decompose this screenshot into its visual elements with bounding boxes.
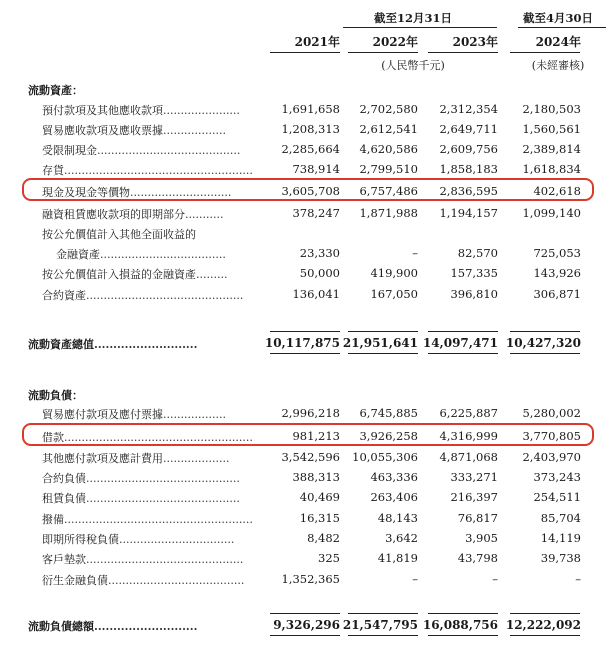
asset-total-value-2024: 10,427,320 <box>505 336 581 350</box>
asset-value-2023: 1,194,157 <box>439 206 498 220</box>
asset-total-label <box>28 336 256 352</box>
year-2024-underline <box>510 52 580 53</box>
total-rule-bottom-2022 <box>348 353 418 354</box>
leader-dots: ......................................... <box>97 144 241 157</box>
asset-row-label <box>42 162 270 178</box>
asset-value-2023: 2,836,595 <box>439 184 498 198</box>
asset-value-2022: 2,702,580 <box>359 102 418 116</box>
row-label-text: 存貨 <box>42 164 64 177</box>
total-rule-top-2022 <box>348 613 418 614</box>
total-rule-top-2023 <box>428 331 498 332</box>
asset-value-2024: 2,389,814 <box>522 142 581 156</box>
liability-value-2022: – <box>412 572 418 586</box>
row-label-text: 預付款項及其他應收款項 <box>42 104 163 117</box>
liability-value-2021: 3,542,596 <box>281 450 340 464</box>
year-2022-underline <box>348 52 418 53</box>
liability-value-2022: 6,745,885 <box>359 406 418 420</box>
liability-value-2021: 2,996,218 <box>281 406 340 420</box>
row-label-text: 金融資產 <box>56 248 100 261</box>
total-rule-bottom-2023 <box>428 353 498 354</box>
liability-value-2021: 1,352,365 <box>281 572 340 586</box>
liability-value-2023: 6,225,887 <box>439 406 498 420</box>
liability-value-2021: 981,213 <box>292 429 340 443</box>
row-label-text: 按公允價值計入損益的金融資產 <box>42 268 196 281</box>
liability-row-label <box>42 470 270 486</box>
liability-value-2022: 41,819 <box>377 551 418 565</box>
asset-value-2023: 2,312,354 <box>439 102 498 116</box>
asset-row-label <box>42 266 270 282</box>
asset-value-2021: 136,041 <box>292 287 340 301</box>
row-label-text: 流動負債總額 <box>28 620 94 633</box>
asset-value-2023: 82,570 <box>457 246 498 260</box>
row-label-text: 衍生金融負債 <box>42 574 108 587</box>
liability-value-2023: 333,271 <box>450 470 498 484</box>
asset-row-label <box>42 226 270 242</box>
total-rule-bottom-2023 <box>428 635 498 636</box>
leader-dots: .................. <box>163 124 226 137</box>
row-label-text: 合約負債 <box>42 472 86 485</box>
liability-value-2024: 254,511 <box>533 490 581 504</box>
liability-row-label <box>42 490 270 506</box>
total-rule-top-2024 <box>510 331 580 332</box>
highlight-box <box>22 423 594 446</box>
liability-total-label <box>28 618 256 634</box>
row-label-text: 即期所得稅負債 <box>42 533 119 546</box>
leader-dots: ......... <box>196 268 228 281</box>
leader-dots: ...................... <box>163 104 240 117</box>
asset-value-2022: 167,050 <box>370 287 418 301</box>
liability-total-value-2021: 9,326,296 <box>273 618 340 632</box>
liability-value-2021: 40,469 <box>299 490 340 504</box>
liability-value-2023: 76,817 <box>457 511 498 525</box>
asset-value-2021: 1,691,658 <box>281 102 340 116</box>
row-label-text: 現金及現金等價物 <box>42 186 130 199</box>
total-rule-top-2022 <box>348 331 418 332</box>
liability-value-2022: 10,055,306 <box>352 450 418 464</box>
liability-row-label <box>42 450 270 466</box>
liability-value-2022: 3,926,258 <box>359 429 418 443</box>
row-label-text: 融資租賃應收款項的即期部分 <box>42 208 185 221</box>
liability-value-2023: 4,316,999 <box>439 429 498 443</box>
liability-value-2022: 3,642 <box>385 531 418 545</box>
liability-value-2021: 325 <box>318 551 340 565</box>
row-label-text: 借款 <box>42 431 64 444</box>
leader-dots: ............................................. <box>86 553 244 566</box>
year-2023-underline <box>428 52 498 53</box>
liability-value-2024: 373,243 <box>533 470 581 484</box>
liability-row-label <box>42 406 270 422</box>
year-2023: 2023年 <box>452 35 498 49</box>
leader-dots: .................. <box>163 408 226 421</box>
asset-value-2022: – <box>412 246 418 260</box>
liability-value-2022: 463,336 <box>370 470 418 484</box>
leader-dots: ............................................ <box>86 472 240 485</box>
liability-value-2023: 216,397 <box>450 490 498 504</box>
asset-value-2021: 23,330 <box>299 246 340 260</box>
total-rule-bottom-2024 <box>510 635 580 636</box>
asset-value-2021: 2,285,664 <box>281 142 340 156</box>
liability-value-2024: 5,280,002 <box>522 406 581 420</box>
leader-dots: ................................. <box>119 533 235 546</box>
year-2021-underline <box>270 52 340 53</box>
leader-dots: ............................. <box>130 186 232 199</box>
liability-total-value-2023: 16,088,756 <box>422 618 498 632</box>
asset-row-label <box>42 287 270 303</box>
asset-row-label <box>42 206 270 222</box>
liability-value-2024: 85,704 <box>540 511 581 525</box>
row-label-text: 其他應付款項及應計費用 <box>42 452 163 465</box>
current-assets-heading: 流動資產： <box>28 84 83 97</box>
asset-row-label <box>56 246 284 262</box>
year-2024: 2024年 <box>535 35 581 49</box>
leader-dots: ........... <box>185 208 224 221</box>
period-header-dec31-underline <box>343 27 497 28</box>
asset-value-2022: 1,871,988 <box>359 206 418 220</box>
liability-row-label <box>42 572 270 588</box>
liability-row-label <box>42 511 270 527</box>
liability-value-2024: 3,770,805 <box>522 429 581 443</box>
asset-value-2021: 738,914 <box>292 162 340 176</box>
asset-value-2024: 2,180,503 <box>522 102 581 116</box>
liability-value-2024: 14,119 <box>540 531 581 545</box>
liability-value-2024: 2,403,970 <box>522 450 581 464</box>
asset-value-2023: 2,649,711 <box>439 122 498 136</box>
total-rule-bottom-2021 <box>270 635 340 636</box>
liability-value-2023: 3,905 <box>465 531 498 545</box>
asset-value-2021: 3,605,708 <box>281 184 340 198</box>
asset-row-label <box>42 142 270 158</box>
leader-dots: ............................................ <box>86 492 240 505</box>
asset-row-label <box>42 122 270 138</box>
asset-value-2022: 4,620,586 <box>359 142 418 156</box>
total-rule-top-2024 <box>510 613 580 614</box>
highlight-box <box>22 178 594 201</box>
liability-value-2022: 263,406 <box>370 490 418 504</box>
asset-total-value-2022: 21,951,641 <box>342 336 418 350</box>
asset-value-2021: 378,247 <box>292 206 340 220</box>
asset-value-2022: 2,612,541 <box>359 122 418 136</box>
asset-value-2023: 157,335 <box>450 266 498 280</box>
liability-value-2023: 4,871,068 <box>439 450 498 464</box>
liability-value-2021: 8,482 <box>307 531 340 545</box>
liability-total-value-2022: 21,547,795 <box>342 618 418 632</box>
row-label-text: 租賃負債 <box>42 492 86 505</box>
total-rule-bottom-2022 <box>348 635 418 636</box>
period-header-dec31: 截至12月31日 <box>373 11 452 25</box>
row-label-text: 貿易應收款項及應收票據 <box>42 124 163 137</box>
total-rule-bottom-2024 <box>510 353 580 354</box>
row-label-text: 貿易應付款項及應付票據 <box>42 408 163 421</box>
leader-dots: ........................... <box>94 620 198 633</box>
leader-dots: ...................................................... <box>64 513 253 526</box>
liability-total-value-2024: 12,222,092 <box>505 618 581 632</box>
leader-dots: .................................... <box>100 248 226 261</box>
asset-value-2021: 50,000 <box>299 266 340 280</box>
row-label-text: 按公允價值計入其他全面收益的 <box>42 228 196 241</box>
year-2022: 2022年 <box>372 35 418 49</box>
period-header-apr30-underline <box>518 27 606 28</box>
row-label-text: 撥備 <box>42 513 64 526</box>
row-label-text: 合約資產 <box>42 289 86 302</box>
asset-row-label <box>42 102 270 118</box>
leader-dots: ...................................................... <box>64 164 253 177</box>
row-label-text: 流動資產總值 <box>28 338 94 351</box>
asset-value-2022: 2,799,510 <box>359 162 418 176</box>
asset-value-2022: 419,900 <box>370 266 418 280</box>
leader-dots: ............................................. <box>86 289 244 302</box>
period-header-apr30: 截至4月30日 <box>522 11 593 25</box>
liability-value-2024: 39,738 <box>540 551 581 565</box>
asset-value-2023: 1,858,183 <box>439 162 498 176</box>
asset-value-2024: 1,618,834 <box>522 162 581 176</box>
liability-row-label <box>42 551 270 567</box>
row-label-text: 客戶墊款 <box>42 553 86 566</box>
leader-dots: ...................................................... <box>64 431 253 444</box>
unaudited-label: (未經審核) <box>531 59 585 72</box>
asset-value-2024: 306,871 <box>533 287 581 301</box>
asset-value-2024: 1,560,561 <box>522 122 581 136</box>
unit-label: (人民幣千元) <box>381 59 445 72</box>
asset-total-value-2023: 14,097,471 <box>422 336 498 350</box>
asset-value-2024: 143,926 <box>533 266 581 280</box>
liability-value-2021: 16,315 <box>299 511 340 525</box>
liability-value-2022: 48,143 <box>377 511 418 525</box>
leader-dots: ....................................... <box>108 574 245 587</box>
asset-value-2023: 396,810 <box>450 287 498 301</box>
total-rule-top-2021 <box>270 331 340 332</box>
asset-value-2023: 2,609,756 <box>439 142 498 156</box>
total-rule-bottom-2021 <box>270 353 340 354</box>
leader-dots: ................... <box>163 452 230 465</box>
total-rule-top-2023 <box>428 613 498 614</box>
asset-value-2024: 725,053 <box>533 246 581 260</box>
total-rule-top-2021 <box>270 613 340 614</box>
asset-total-value-2021: 10,117,875 <box>264 336 340 350</box>
year-2021: 2021年 <box>294 35 340 49</box>
liability-value-2023: 43,798 <box>457 551 498 565</box>
liability-value-2023: – <box>492 572 498 586</box>
row-label-text: 受限制現金 <box>42 144 97 157</box>
liability-value-2021: 388,313 <box>292 470 340 484</box>
liability-row-label <box>42 531 270 547</box>
asset-value-2024: 1,099,140 <box>522 206 581 220</box>
asset-value-2024: 402,618 <box>533 184 581 198</box>
asset-value-2022: 6,757,486 <box>359 184 418 198</box>
current-liabilities-heading: 流動負債： <box>28 389 83 402</box>
asset-value-2021: 1,208,313 <box>281 122 340 136</box>
leader-dots: ........................... <box>94 338 198 351</box>
liability-value-2024: – <box>575 572 581 586</box>
